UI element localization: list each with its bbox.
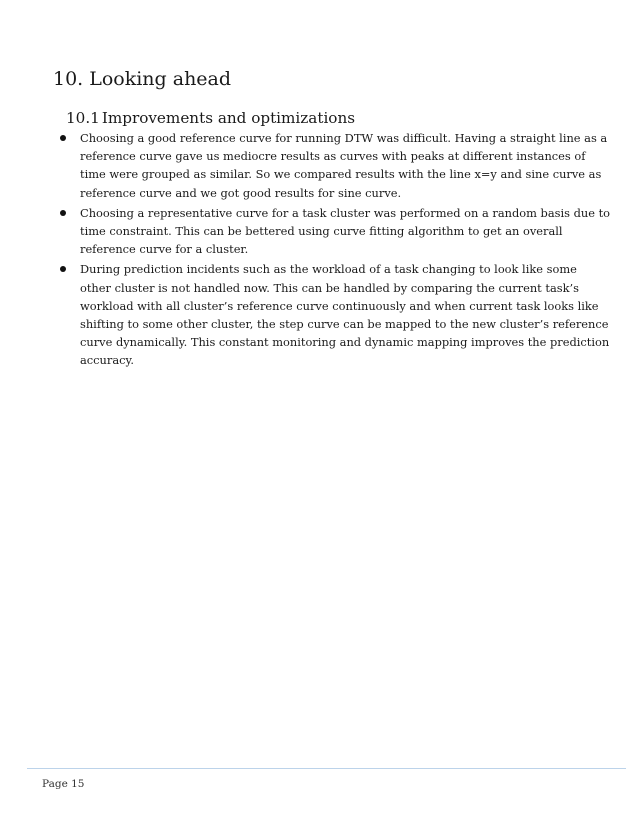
subsection-heading	[66, 108, 355, 128]
page-number: Page 15	[42, 778, 85, 790]
bullet-text: During prediction incidents such as the workload of a task changing to look like some other cluster is not handled now. This can be handled by comparing the current task’s workload with all cluster’s reference curve continuously and when current task looks like shifting to some other cluster, the step curve can be mapped to the new cluster’s reference curve dynamically. This constant monitoring and dynamic mapping improves the prediction accuracy.	[80, 262, 610, 368]
bullet-icon	[60, 266, 66, 272]
list-item	[58, 129, 610, 202]
list-item	[58, 204, 610, 259]
subsection-title: Improvements and optimizations	[101, 109, 356, 127]
section-number: 10.	[53, 68, 84, 90]
list-item	[58, 260, 610, 369]
bullet-text: Choosing a good reference curve for running DTW was difficult. Having a straight line as a reference curve gave us mediocre results as curves with peaks at different instances of time were grouped as similar. So we compared results with the line x=y and sine curve as reference curve and we got good results for sine curve.	[80, 131, 608, 200]
bullet-icon	[60, 210, 66, 216]
section-heading	[53, 66, 231, 92]
subsection-number: 10.1	[66, 109, 100, 127]
footer-divider	[27, 768, 626, 769]
bullet-list	[58, 129, 610, 372]
bullet-icon	[60, 135, 66, 141]
section-title: Looking ahead	[89, 68, 232, 90]
bullet-text: Choosing a representative curve for a task cluster was performed on a random basis due to time constraint. This can be bettered using curve fitting algorithm to get an overall reference curve for a cluster.	[80, 205, 611, 257]
